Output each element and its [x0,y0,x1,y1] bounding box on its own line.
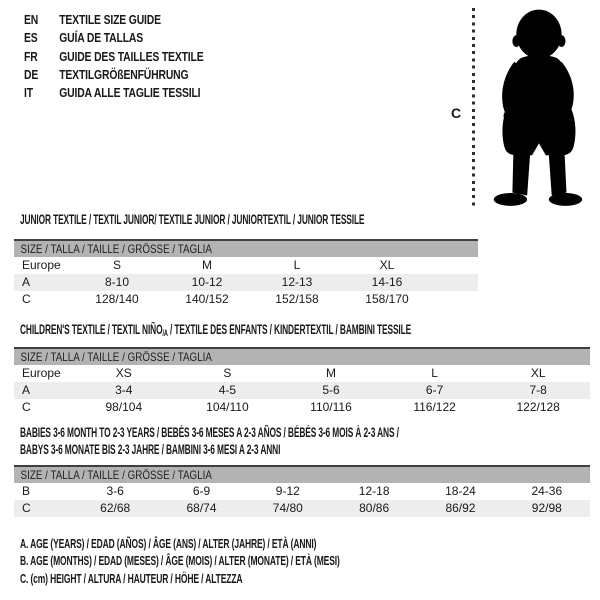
table-cell: XS [115,366,132,380]
table-row [14,500,590,517]
table-cell: 3-4 [115,383,133,397]
childrens-heading-subscript: /A [162,328,168,338]
table-cell: 98/104 [105,400,143,414]
language-row [24,11,204,29]
language-row [24,84,204,102]
table-cell: XL [530,366,546,380]
language-title: TEXTILGRÖßENFÜHRUNG [59,66,189,82]
table-cell: 116/122 [413,400,456,414]
language-code: IT [24,85,33,101]
size-header-text: SIZE / TALLA / TAILLE / GRÖSSE / TAGLIA [20,350,212,364]
row-cells [72,274,478,291]
size-header-bar [14,241,478,257]
table-cell: 5-6 [322,383,340,397]
table-cell: 104/110 [206,400,249,414]
table-cell: M [325,366,336,380]
legend-line: A. AGE (YEARS) / EDAD (AÑOS) / ÂGE (ANS) / ALTER (JAHRE) / ETÀ (ANNI) [20,537,317,551]
table-cell: 68/74 [186,501,217,515]
table-cell: 110/116 [310,400,352,414]
table-row [14,365,590,382]
childrens-heading-text-rest: / TEXTILE DES ENFANTS / KINDERTEXTIL / BAMBINI TESSILE [167,322,412,337]
table-cell: 18-24 [445,484,476,498]
language-code: ES [24,30,38,46]
table-cell: 7-8 [529,383,547,397]
table-cell: 12-13 [281,275,313,289]
table-cell: 122/128 [516,400,560,414]
size-header-bar [14,467,590,483]
table-cell: S [112,258,121,272]
language-code: EN [24,12,39,27]
table-cell: 24-36 [531,484,563,498]
table-cell: L [293,258,301,272]
language-code: DE [24,66,39,82]
row-cells [72,365,590,382]
table-cell: 3-6 [106,484,124,498]
size-header-bar [14,349,590,365]
legend-line: C. (cm) HEIGHT / ALTURA / HAUTEUR / HÖHE / ALTEZZA [20,571,243,586]
table-cell: 8-10 [104,275,130,289]
row-label: C [22,292,31,306]
table-cell: L [431,366,438,380]
language-title-list [24,11,248,102]
table-cell: 9-12 [275,484,300,498]
table-cell: 10-12 [191,275,223,289]
row-cells [72,257,478,274]
language-code: FR [24,48,38,64]
language-title: GUIDA ALLE TAGLIE TESSILI [59,85,201,101]
table-cell: 140/152 [185,292,229,306]
measurement-legend [20,536,490,588]
language-row [24,48,204,66]
table-cell: 80/86 [359,501,390,515]
row-label: C [22,400,31,414]
table-cell: 74/80 [272,501,303,515]
junior-size-table [14,239,478,308]
language-title: GUÍA DE TALLAS [59,30,144,46]
language-title: GUIDE DES TAILLES TEXTILE [59,48,204,64]
row-cells [72,399,590,416]
row-cells [72,291,478,308]
table-cell: 14-16 [371,275,403,289]
babies-heading-line1: BABIES 3-6 MONTH TO 2-3 YEARS / BEBÉS 3-6 MESES A 2-3 AÑOS / BÉBÉS 3-6 MOIS À 2-3 ANS / [20,425,399,440]
language-title: TEXTILE SIZE GUIDE [59,12,161,27]
table-row [14,257,478,274]
baby-silhouette-image [477,4,595,212]
legend-line: B. AGE (MONTHS) / EDAD (MESES) / ÂGE (MOIS) / ALTER (MONATE) / ETÀ (MESI) [20,554,340,569]
table-cell: XL [379,258,395,272]
table-cell: 6-7 [425,383,444,397]
row-label: C [22,501,31,515]
childrens-size-table [14,347,590,416]
table-cell: 6-9 [192,484,211,498]
table-row [14,399,590,416]
row-label: A [22,383,31,397]
childrens-heading-text: CHILDREN'S TEXTILE / TEXTIL NIÑO [20,322,163,337]
table-cell: 4-5 [218,383,237,397]
table-cell: M [202,258,212,272]
table-row [14,274,478,291]
table-row [14,483,590,500]
language-row [24,66,204,84]
table-cell: 92/98 [531,501,562,515]
table-cell: 152/158 [275,292,319,306]
babies-size-table [14,465,590,517]
row-cells [72,483,590,500]
childrens-section-heading [20,321,411,342]
table-row [14,382,590,399]
height-dotted-line [472,8,475,208]
row-label: Europe [22,258,61,272]
babies-section-heading [20,424,399,458]
size-header-text: SIZE / TALLA / TAILLE / GRÖSSE / TAGLIA [20,242,212,256]
row-label: A [22,275,31,289]
table-cell: 86/92 [445,501,476,515]
table-cell: 128/140 [95,292,139,306]
table-cell: S [223,366,232,380]
junior-section-heading: JUNIOR TEXTILE / TEXTIL JUNIOR/ TEXTILE JUNIOR / JUNIORTEXTIL / JUNIOR TESSILE [20,212,365,227]
row-label: B [22,484,31,498]
table-cell: 158/170 [365,292,409,306]
row-cells [72,500,590,517]
babies-heading-line2: BABYS 3-6 MONATE BIS 2-3 JAHRE / BAMBINI 3-6 MESI A 2-3 ANNI [20,442,281,457]
language-row [24,29,204,47]
row-label: Europe [22,366,61,380]
table-cell: 62/68 [100,501,131,515]
height-c-label: C [451,105,462,121]
table-row [14,291,478,308]
size-header-text: SIZE / TALLA / TAILLE / GRÖSSE / TAGLIA [20,468,212,482]
table-cell: 12-18 [358,484,390,498]
row-cells [72,382,590,399]
